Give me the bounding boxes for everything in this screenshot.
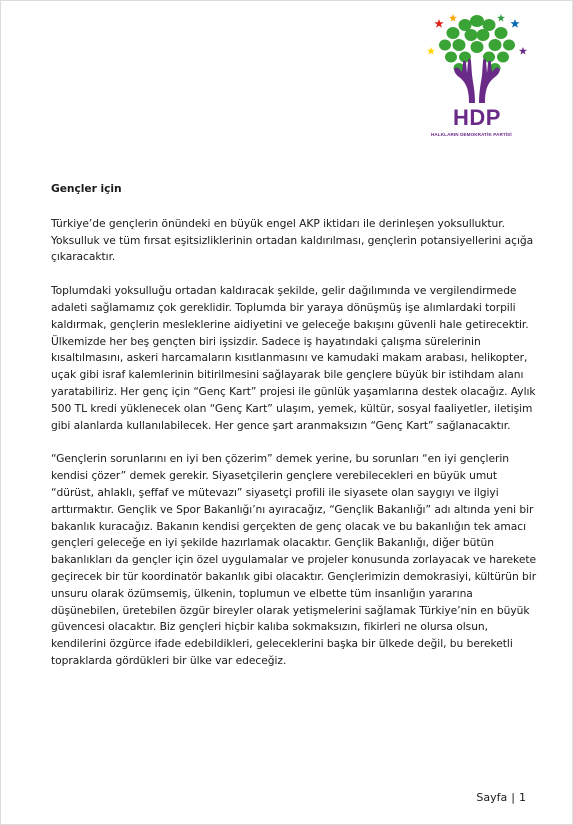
document-body (51, 181, 537, 687)
page-number: 1 (519, 791, 526, 804)
page-label: Sayfa (476, 791, 508, 804)
hdp-logo (425, 13, 543, 145)
leaves-icon (439, 15, 515, 73)
section-heading: Gençler için (51, 182, 122, 195)
paragraph: “Gençlerin sorunlarını en iyi ben çözerim” demek yerine, bu sorunları “en iyi gençlerin kendisi çözer” demek gerekir. Siyasetçilerin gençlere verebilecekleri en büyük umut “dürüst, ahlaklı, şeffaf ve mütevazı” siyasetçi profili ile siyasete olan saygıyı ve ilgiyi arttırmaktır. Gençlik ve Spor Bakanlığı’nı ayıracağız, “Gençlik Bakanlığı” adı altında yeni bir bakanlık kuracağız. Bakanın kendisi gerçekten de genç olacak ve bu bakanlığın tek amacı gençleri geleceğe en iyi şekilde hazırlamak olacaktır. Gençlik Bakanlığı, diğer bütün bakanlıkları da gençler için özel uygulamalar ve projeler konusunda zorlayacak ve harekete geçirecek bir tür koordinatör bakanlık gibi olacaktır. Gençlerimizin demokrasiyi, kültürün bir unsuru olarak özümsemiş, ülkenin, toplumun ve elbette tüm insanlığın yararına düşünebilen, üretebilen özgür bireyler olarak yetişmelerini sağlamak Türkiye’nin en büyük güvencesi olacaktır. Biz gençleri hiçbir kalıba sokmaksızın, fikirleri ne olursa olsun, kendilerini özgürce ifade edebildikleri, geleceklerini başka bir ülkede değil, bu bereketli topraklarda gördükleri bir ülke var edeceğiz. (51, 452, 537, 667)
logo-wordmark: HDP (453, 105, 501, 130)
paragraph: Türkiye’de gençlerin önündeki en büyük engel AKP iktidarı ile derinleşen yoksulluktur. Yoksulluk ve tüm fırsat eşitsizliklerinin ortadan kaldırılması, gençlerin potansiyellerini açığa çıkaracaktır. (51, 216, 534, 264)
logo-subtitle: HALKLARIN DEMOKRATİK PARTİSİ (431, 132, 512, 137)
paragraph: Toplumdaki yoksulluğu ortadan kaldıracak şekilde, gelir dağılımında ve vergilendirmede adaleti sağlamamız çok gereklidir. Toplumda bir yaraya dönüşmüş işe alımlardaki torpili kaldırmak, gençlerin mesleklerine aidiyetini ve geleceğe bakışını güvenli hale getirecektir. Ülkemizde her beş gençten biri işsizdir. Sadece iş hayatındaki çalışma sürelerinin kısaltılmasını, askeri harcamaların kısıtlanmasını ve kamudaki makam arabası, helikopter, uçak gibi israf kalemlerinin bitirilmesini sağlayarak bile gençlere büyük bir istihdam alanı yaratabiliriz. Her genç için “Genç Kart” projesi ile günlük yaşamlarına destek olacağız. Aylık 500 TL kredi yüklenecek olan “Genç Kart” ulaşım, yemek, kültür, sosyal faaliyetler, iletişim gibi alanlarda kullanılabilecek. Her gence şart aranmaksızın “Genç Kart” sağlanacaktır. (51, 284, 536, 432)
tree-hands-icon (425, 13, 529, 105)
page-separator: | (511, 791, 515, 804)
page-footer (476, 791, 526, 804)
